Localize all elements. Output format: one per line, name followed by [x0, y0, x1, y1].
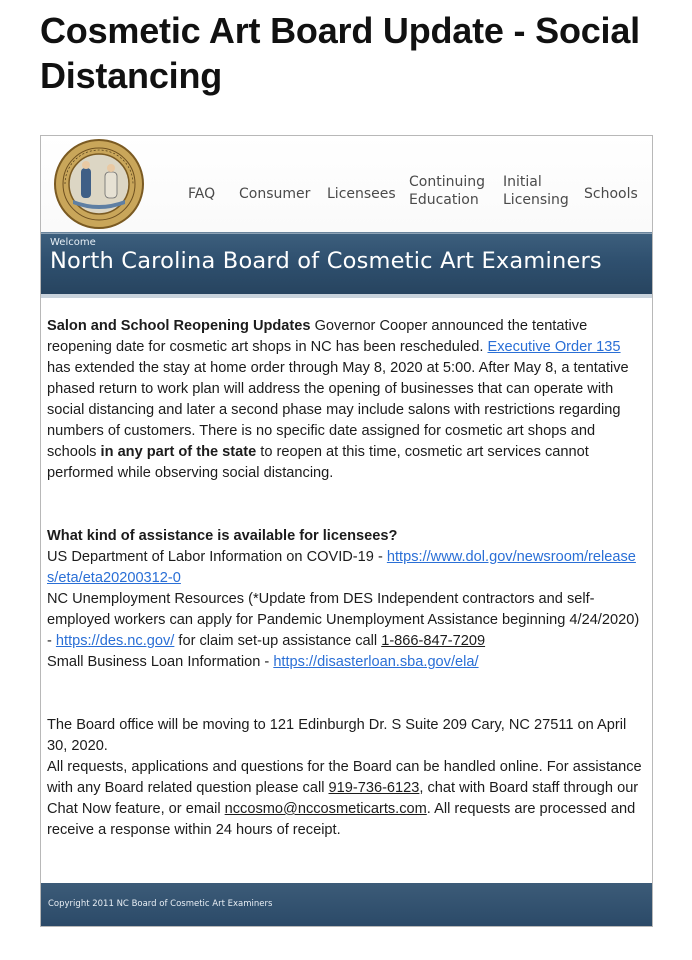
nav-continuing-education[interactable]	[409, 173, 489, 209]
dol-label: US Department of Labor Information on COVID-19 -	[47, 549, 387, 565]
dol-line	[47, 547, 643, 589]
requests-paragraph	[47, 757, 643, 841]
nav-faq[interactable]: FAQ	[188, 186, 216, 202]
spacer	[47, 673, 643, 715]
welcome-label: Welcome	[50, 237, 96, 248]
nav-continuing-education-line1: Continuing	[409, 174, 485, 190]
des-phone-link[interactable]: 1-866-847-7209	[381, 633, 486, 649]
reopening-paragraph	[47, 316, 643, 484]
requests-text-c: . All requests are processed and receive a response within 24 hours of receipt.	[47, 801, 636, 838]
copyright-text: Copyright 2011 NC Board of Cosmetic Art Examiners	[48, 899, 273, 909]
banner-divider	[41, 233, 652, 234]
sba-line	[47, 652, 643, 673]
nc-unemployment-text: NC Unemployment Resources (*Update from DES Independent contractors and self-employed workers can apply for Pandemic Unemployment Assistance beginning 4/24/2020) -	[47, 591, 640, 649]
email-link[interactable]: nccosmo@nccosmeticarts.com	[224, 801, 427, 817]
requests-text-b: , chat with Board staff through our Chat Now feature, or email	[47, 780, 639, 817]
reopening-text-a: Governor Cooper announced the tentative reopening date for cosmetic art shops in NC has been rescheduled.	[47, 318, 588, 355]
sba-label: Small Business Loan Information -	[47, 654, 274, 670]
nav-initial-licensing-line1: Initial	[503, 174, 542, 190]
executive-order-link[interactable]: Executive Order 135	[487, 339, 621, 355]
assistance-heading-line	[47, 526, 643, 547]
nav-consumer[interactable]: Consumer	[239, 186, 311, 202]
reopening-text-b: has extended the stay at home order through May 8, 2020 at 5:00. After May 8, a tentative phased return to work plan will address the opening of businesses that can operate with social distancing and later a second phase may include salons with restrictions regarding numbers of customers. There is no specific date assigned for cosmetic art shops and schools	[47, 360, 629, 460]
sba-link[interactable]: https://disasterloan.sba.gov/ela/	[273, 654, 479, 670]
site-footer	[41, 883, 652, 926]
nc-unemployment-line	[47, 589, 643, 652]
assistance-heading: What kind of assistance is available for licensees?	[47, 528, 398, 544]
reopening-text-c: to reopen at this time, cosmetic art services cannot performed while observing social distancing.	[47, 444, 589, 481]
claim-text: for claim set-up assistance call	[174, 633, 382, 649]
moving-paragraph: The Board office will be moving to 121 Edinburgh Dr. S Suite 209 Cary, NC 27511 on April 30, 2020.	[47, 717, 627, 754]
nav-continuing-education-line2: Education	[409, 192, 479, 208]
nav-initial-licensing[interactable]	[503, 173, 583, 209]
requests-text-a: All requests, applications and questions for the Board can be handled online. For assistance with any Board related question please call	[47, 759, 642, 796]
welcome-banner	[41, 232, 652, 295]
top-navigation	[41, 136, 652, 232]
reopening-heading: Salon and School Reopening Updates	[47, 318, 311, 334]
post-title: Cosmetic Art Board Update - Social Distancing	[40, 10, 640, 96]
nav-licensees[interactable]: Licensees	[327, 186, 396, 202]
dol-link[interactable]: https://www.dol.gov/newsroom/releases/eta/eta20200312-0	[47, 549, 636, 586]
banner-bottom-rule	[41, 294, 652, 298]
des-link[interactable]: https://des.nc.gov/	[55, 633, 175, 649]
announcement-content	[47, 316, 643, 841]
nav-initial-licensing-line2: Licensing	[503, 192, 569, 208]
reopening-bold-state: in any part of the state	[100, 444, 257, 460]
website-screenshot	[40, 135, 653, 927]
state-seal-logo[interactable]	[53, 138, 145, 230]
spacer	[47, 484, 643, 526]
board-phone-link[interactable]: 919-736-6123	[328, 780, 420, 796]
nav-schools[interactable]: Schools	[584, 186, 638, 202]
board-title: North Carolina Board of Cosmetic Art Examiners	[50, 248, 602, 274]
